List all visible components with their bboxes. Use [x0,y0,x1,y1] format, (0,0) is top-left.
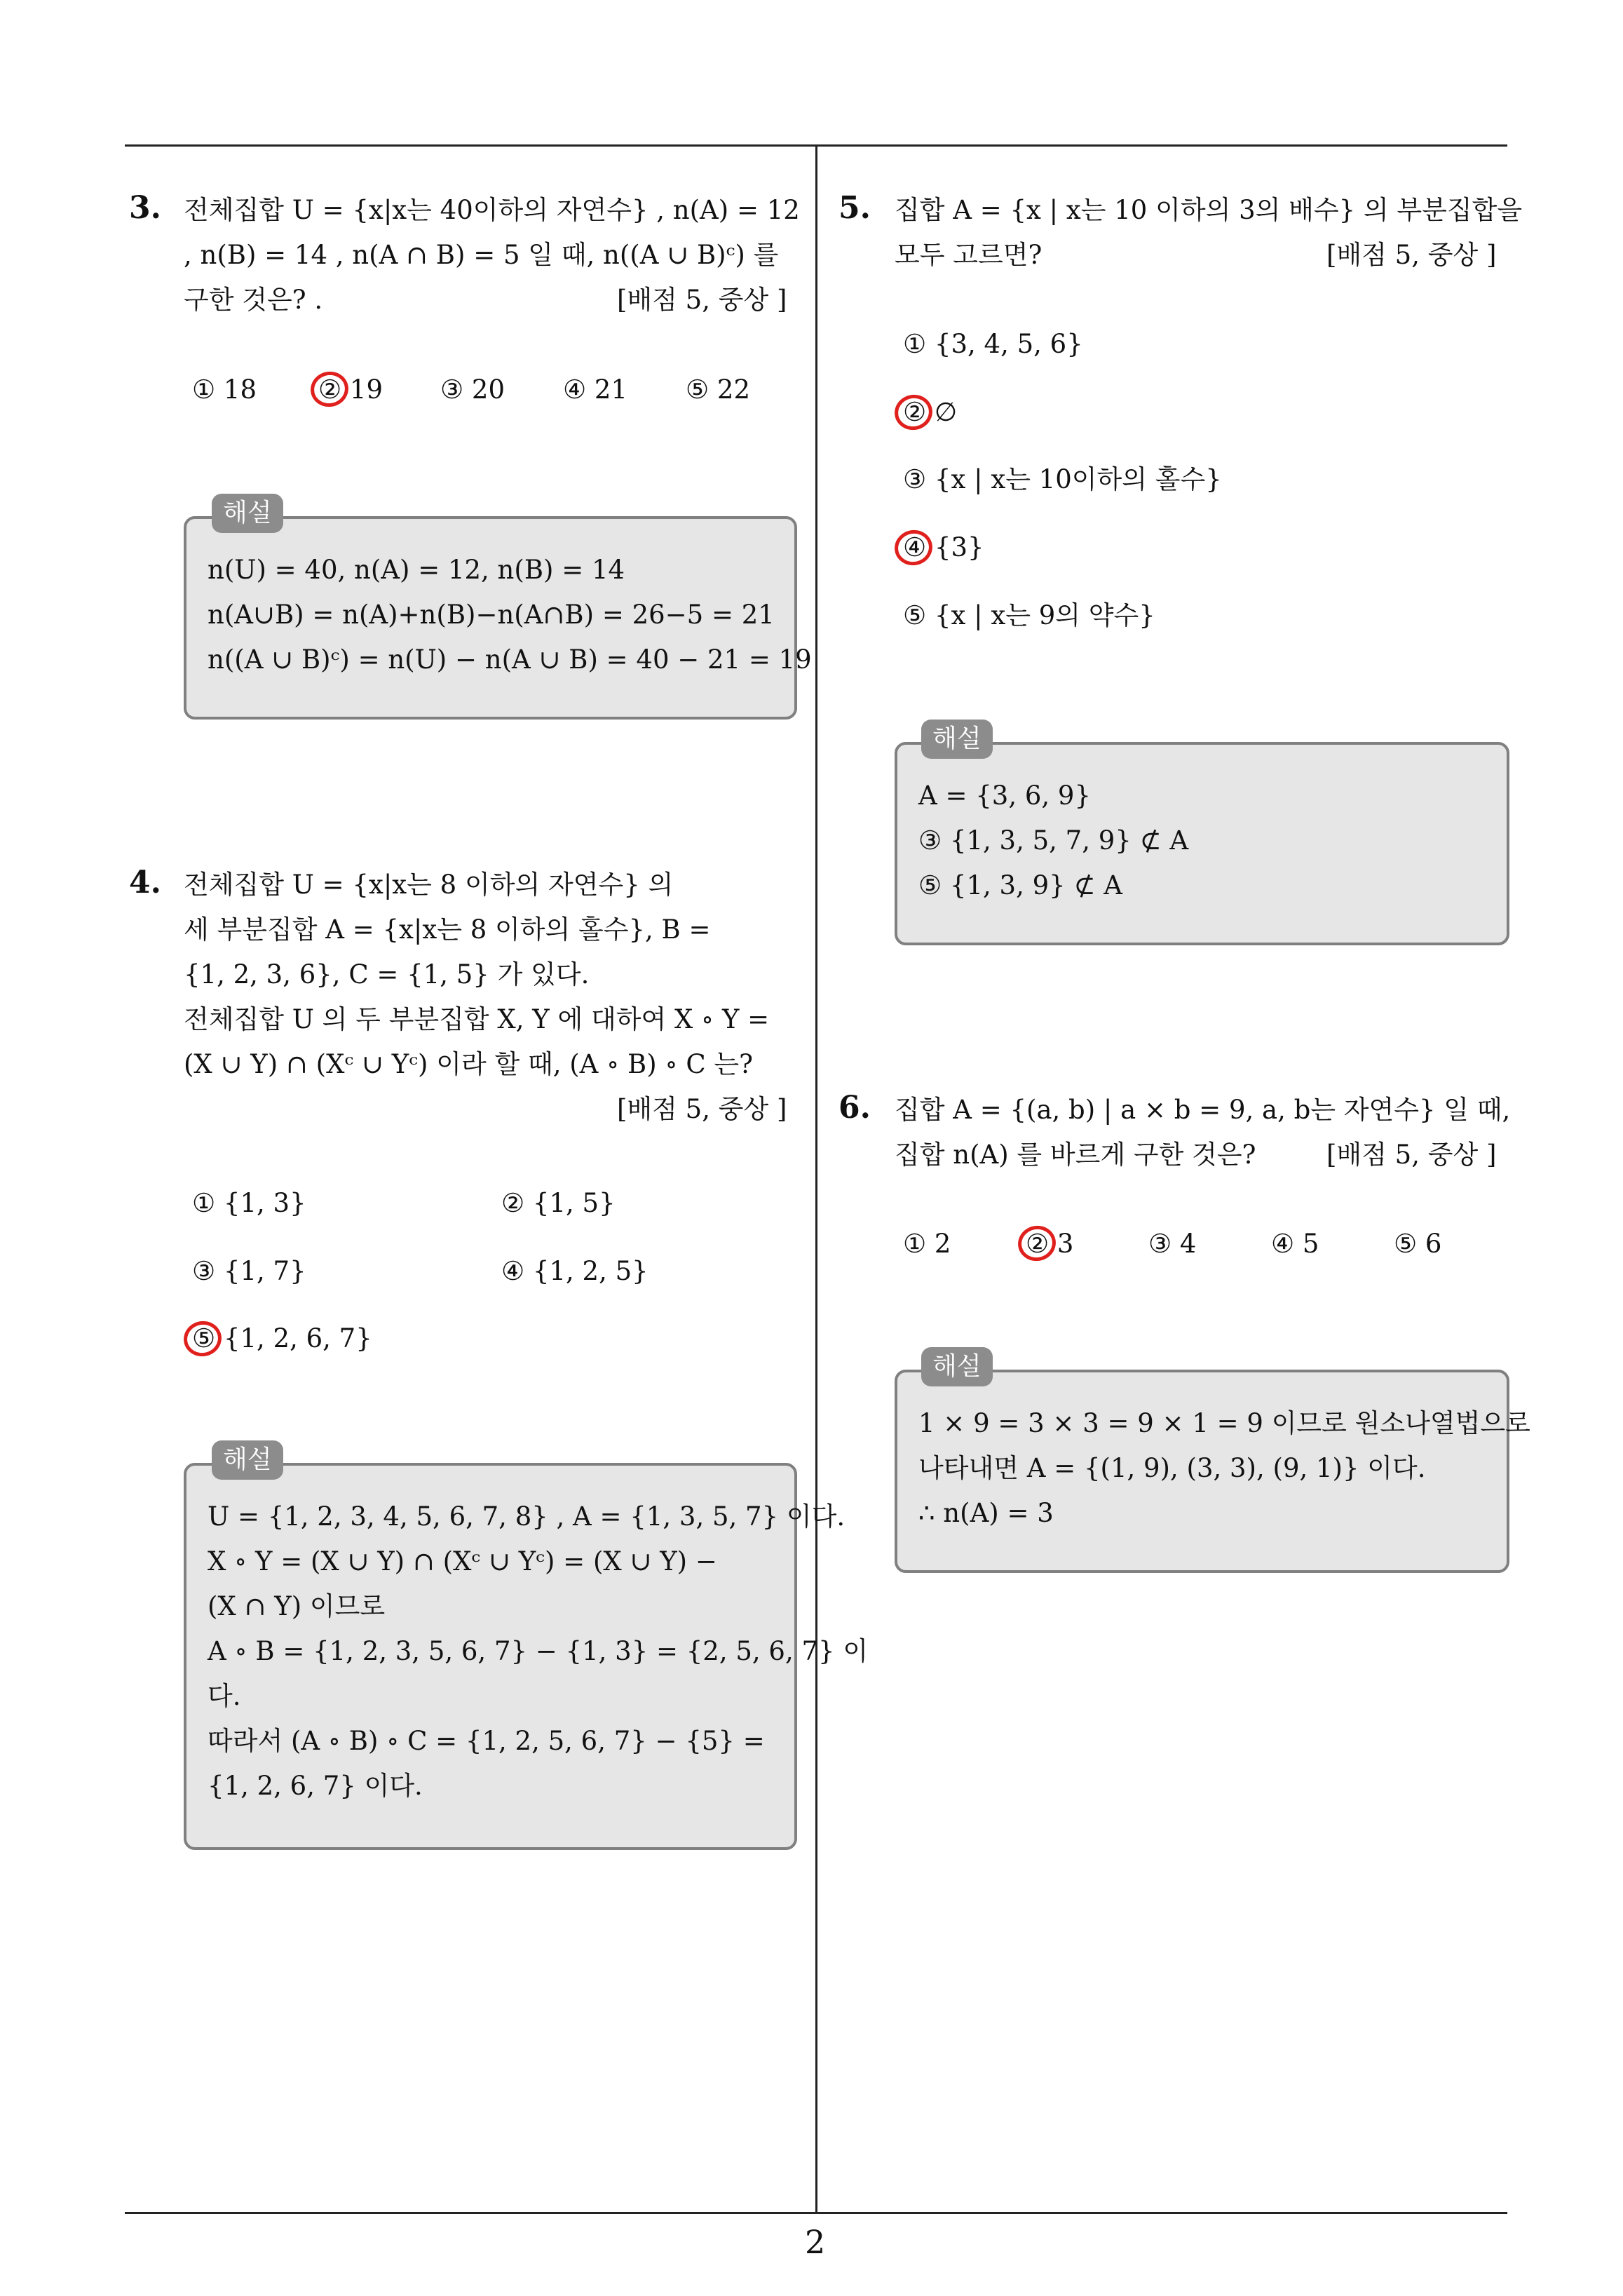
choice-1[interactable]: ① 2 [903,1229,951,1259]
points-label: [배점 5, 중상 ] [1326,1140,1497,1170]
question-text-line: {1, 2, 3, 6}, C = {1, 5} 가 있다. [184,959,590,990]
solution-line: A ∘ B = {1, 2, 3, 5, 6, 7} − {1, 3} = {2, 5, 6, 7} 이 [208,1636,869,1666]
choice-5[interactable]: ⑤ 22 [686,374,751,405]
choice-3[interactable]: ③ 20 [440,374,505,405]
question-text-line: 모두 고르면? [895,240,1043,270]
solution-tag: 해설 [212,494,283,533]
solution-line: A = {3, 6, 9} [918,781,1091,811]
solution-line: ∴ n(A) = 3 [918,1498,1054,1528]
question-text-line: 집합 A = {(a, b) | a × b = 9, a, b는 자연수} 일 때, [895,1095,1511,1125]
choice-2[interactable]: ② 3 [1026,1229,1074,1259]
solution-line: n(U) = 40, n(A) = 12, n(B) = 14 [208,555,625,585]
question-text-line: 전체집합 U = {x|x는 8 이하의 자연수} 의 [184,870,674,900]
choice-2[interactable]: ② {1, 5} [501,1188,616,1218]
solution-box [184,1463,869,1850]
points-label: [배점 5, 중상 ] [617,285,787,315]
solution-line: 다. [208,1681,241,1711]
solution-line: U = {1, 2, 3, 4, 5, 6, 7, 8} , A = {1, 3, 5, 7} 이다. [208,1501,846,1532]
solution-tag: 해설 [921,720,993,759]
solution-line: ③ {1, 3, 5, 7, 9} ⊄ A [918,825,1189,856]
solution-line: X ∘ Y = (X ∪ Y) ∩ (Xᶜ ∪ Yᶜ) = (X ∪ Y) − [208,1546,717,1576]
choice-5[interactable]: ⑤ {1, 2, 6, 7} [192,1323,372,1353]
choice-4[interactable]: ④ 5 [1271,1229,1319,1259]
choice-1[interactable]: ① {1, 3} [192,1188,306,1218]
choice-3[interactable]: ③ 4 [1148,1229,1197,1259]
choice-4[interactable]: ④ {3} [903,532,984,562]
choice-5[interactable]: ⑤ 6 [1394,1229,1442,1259]
question-text-line: , n(B) = 14 , n(A ∩ B) = 5 일 때, n((A ∪ B)ᶜ) 를 [184,240,779,270]
right-column [817,0,1623,2296]
question-number: 5. [838,190,871,226]
solution-line: 1 × 9 = 3 × 3 = 9 × 1 = 9 이므로 원소나열법으로 [918,1408,1530,1438]
choice-3[interactable]: ③ {x | x는 10이하의 홀수} [903,464,1222,494]
solution-line: 나타내면 A = {(1, 9), (3, 3), (9, 1)} 이다. [918,1453,1426,1483]
choice-4[interactable]: ④ {1, 2, 5} [501,1256,648,1286]
question-text-line: 구한 것은? . [184,285,323,315]
choice-1[interactable]: ① 18 [192,374,257,405]
question-text-line: (X ∪ Y) ∩ (Xᶜ ∪ Yᶜ) 이라 할 때, (A ∘ B) ∘ C 는? [184,1049,753,1079]
question-text-line: 집합 A = {x | x는 10 이하의 3의 배수} 의 부분집합을 [895,195,1523,225]
choice-2[interactable]: ② ∅ [903,397,958,427]
choice-3[interactable]: ③ {1, 7} [192,1256,306,1286]
question-number: 3. [129,190,161,226]
solution-box [895,1370,1530,1573]
choice-2[interactable]: ② 19 [318,374,383,405]
solution-box [184,516,812,720]
question-text-line: 집합 n(A) 를 바르게 구한 것은? [895,1140,1256,1170]
question-number: 6. [838,1090,871,1126]
page-number: 2 [805,2223,826,2261]
points-label: [배점 5, 중상 ] [1326,240,1497,270]
solution-line: ⑤ {1, 3, 9} ⊄ A [918,870,1122,900]
question-text-line: 전체집합 U 의 두 부분집합 X, Y 에 대하여 X ∘ Y = [184,1004,770,1034]
solution-tag: 해설 [212,1440,283,1480]
solution-line: n(A∪B) = n(A)+n(B)−n(A∩B) = 26−5 = 21 [208,600,775,630]
solution-line: (X ∩ Y) 이므로 [208,1591,386,1621]
solution-line: {1, 2, 6, 7} 이다. [208,1771,423,1801]
question-number: 4. [129,865,161,900]
question-text-line: 전체집합 U = {x|x는 40이하의 자연수} , n(A) = 12 [184,195,800,225]
choice-5[interactable]: ⑤ {x | x는 9의 약수} [903,600,1155,630]
choice-4[interactable]: ④ 21 [563,374,628,405]
solution-line: n((A ∪ B)ᶜ) = n(U) − n(A ∪ B) = 40 − 21 = 19 [208,644,812,675]
solution-box [895,742,1509,945]
choice-1[interactable]: ① {3, 4, 5, 6} [903,329,1083,359]
points-label: [배점 5, 중상 ] [617,1094,787,1124]
question-text-line: 세 부분집합 A = {x|x는 8 이하의 홀수}, B = [184,914,711,945]
solution-line: 따라서 (A ∘ B) ∘ C = {1, 2, 5, 6, 7} − {5} = [208,1726,765,1756]
solution-tag: 해설 [921,1347,993,1386]
